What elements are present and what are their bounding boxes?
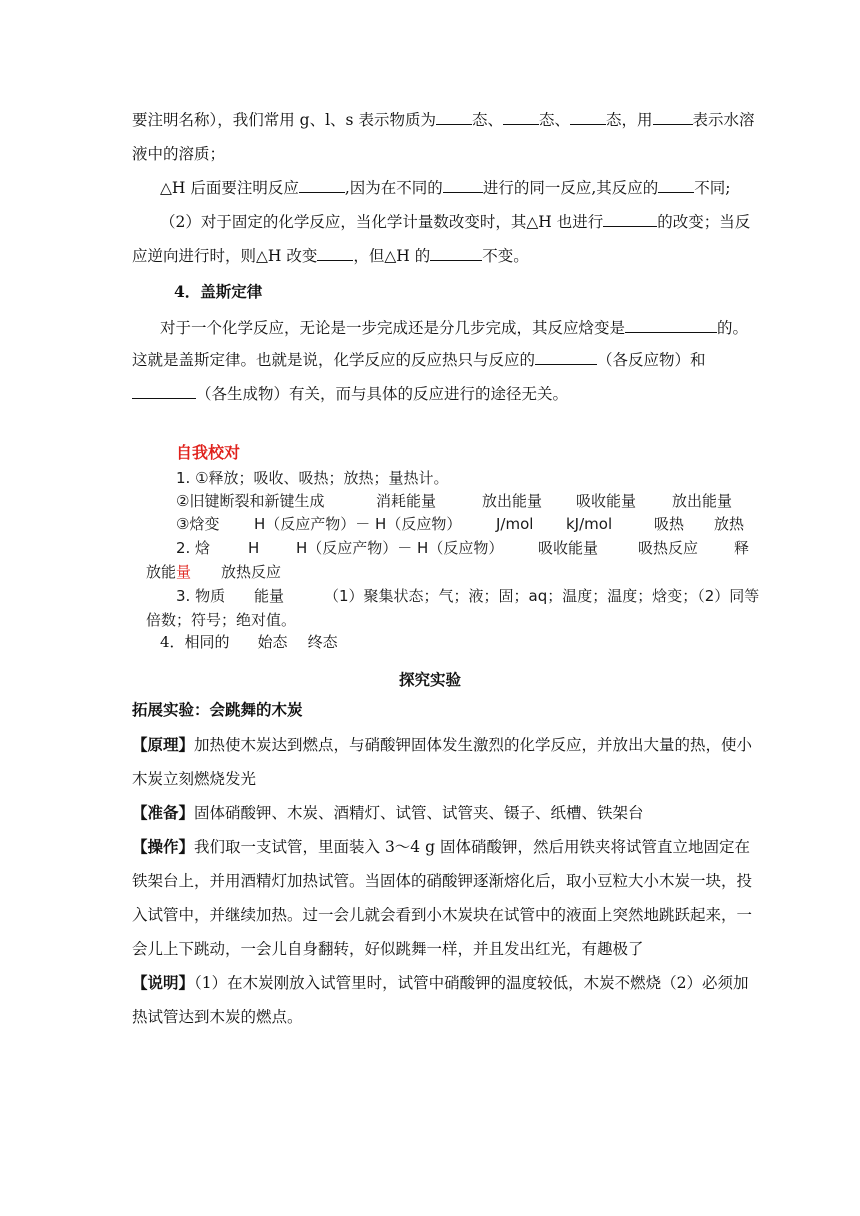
answer-item: 始态	[257, 633, 288, 651]
text-segment: 我们取一支试管，里面装入 3～4 g 固体硝酸钾，然后用铁夹将试管直立地固定在	[194, 838, 750, 856]
fill-blank	[503, 110, 539, 125]
answer-item: H（反应产物）－ H（反应物）	[254, 515, 462, 533]
text-segment: ,因为在不同的	[344, 179, 443, 197]
text-segment: 加热使木炭达到燃点，与硝酸钾固体发生激烈的化学反应，并放出大量的热，使小	[194, 736, 753, 754]
text-line: 木炭立刻燃烧发光	[132, 770, 257, 788]
answer-item: ③焓变	[176, 515, 220, 533]
section-heading: 4．盖斯定律	[174, 282, 263, 301]
answer-item: 放能	[146, 563, 177, 581]
text-segment: 要注明名称），我们常用 g、l、s 表示物质为	[132, 111, 436, 129]
section-tag: 【说明】	[132, 973, 195, 992]
text-line: 热试管达到木炭的燃点。	[132, 1008, 303, 1026]
text-line: 入试管中，并继续加热。过一会儿就会看到小木炭块在试管中的液面上突然地跳跃起来，一	[132, 906, 753, 924]
text-line: 会儿上下跳动，一会儿自身翻转，好似跳舞一样，并且发出红光，有趣极了	[132, 940, 644, 958]
text-segment: 态、	[538, 111, 570, 129]
answer-item: 释	[734, 539, 750, 557]
answer-line: 1. ①释放；吸收、吸热；放热；量热计。	[176, 469, 449, 487]
answer-line	[176, 490, 732, 511]
text-segment: 这就是盖斯定律。也就是说，化学反应的反应热只与反应的	[132, 351, 536, 369]
answer-item: kJ/mol	[566, 515, 613, 533]
text-line	[132, 110, 755, 130]
answer-item: J/mol	[496, 515, 534, 533]
answer-item: 消耗能量	[376, 492, 437, 510]
text-segment: 表示水溶	[692, 111, 755, 129]
answer-item: 放热	[714, 515, 745, 533]
experiment-subtitle: 拓展实验：会跳舞的木炭	[132, 700, 303, 719]
text-segment: （各反应物）和	[597, 351, 706, 369]
text-line	[132, 384, 568, 404]
text-segment: 态，用	[605, 111, 653, 129]
text-segment: 液中的溶质；	[132, 145, 226, 163]
text-segment: 不变。	[482, 247, 529, 265]
fill-blank	[658, 178, 694, 193]
answer-item: 终态	[307, 633, 338, 651]
text-segment: 态、	[471, 111, 503, 129]
answer-item: 放热反应	[221, 563, 282, 581]
text-line	[132, 144, 225, 164]
text-segment: （各生成物）有关，而与具体的反应进行的途径无关。	[196, 385, 569, 403]
answers-title: 自我校对	[176, 443, 241, 462]
text-segment: ，但△H 的	[353, 247, 431, 265]
text-line	[132, 837, 750, 857]
answer-item: 放出能量	[672, 492, 733, 510]
text-segment: 的。	[717, 319, 749, 337]
answer-item: H	[248, 539, 260, 557]
answer-line	[146, 561, 281, 582]
text-segment: （2）对于固定的化学反应，当化学计量数改变时，其△H 也进行	[160, 213, 604, 231]
fill-blank	[299, 178, 345, 193]
answer-item: 量	[176, 563, 192, 581]
text-segment: 固体硝酸钾、木炭、酒精灯、试管、试管夹、镊子、纸槽、铁架台	[194, 804, 644, 822]
section-tag: 【准备】	[132, 803, 195, 822]
text-segment: 应逆向进行时，则△H 改变	[132, 247, 318, 265]
fill-blank	[443, 178, 483, 193]
fill-blank	[653, 110, 693, 125]
text-line: 铁架台上，并用酒精灯加热试管。当固体的硝酸钾逐渐熔化后，取小豆粒大小木炭一块，投	[132, 872, 753, 890]
fill-blank	[570, 110, 606, 125]
section-tag: 【操作】	[132, 837, 195, 856]
text-segment: △H 后面要注明反应	[160, 179, 299, 197]
answer-item: 放出能量	[482, 492, 543, 510]
fill-blank	[625, 318, 717, 333]
answer-line: 倍数；符号；绝对值。	[146, 611, 297, 629]
answer-item: 吸热	[654, 515, 685, 533]
text-segment: 对于一个化学反应，无论是一步完成还是分几步完成，其反应焓变是	[160, 319, 626, 337]
answer-item: H（反应产物）－ H（反应物）	[296, 539, 504, 557]
fill-blank	[132, 384, 196, 399]
answer-item: ②旧键断裂和新键生成	[176, 492, 325, 510]
text-line	[160, 318, 748, 338]
text-line	[160, 178, 730, 198]
answer-item: 3. 物质	[176, 587, 226, 605]
answer-item: 吸热反应	[638, 539, 699, 557]
fill-blank	[430, 246, 482, 261]
text-segment: （1）在木炭刚放入试管里时，试管中硝酸钾的温度较低，木炭不燃烧（2）必须加	[194, 974, 749, 992]
answer-item: 能量	[254, 587, 285, 605]
text-segment: 的改变；当反	[657, 213, 751, 231]
text-segment: 不同;	[694, 179, 731, 197]
text-line	[132, 803, 644, 823]
answer-item: 吸收能量	[538, 539, 599, 557]
experiment-heading: 探究实验	[398, 670, 461, 689]
text-line	[132, 246, 529, 266]
text-line	[132, 973, 749, 993]
section-tag: 【原理】	[132, 735, 195, 754]
answer-item: （1）聚集状态；气；液；固；aq；温度；温度；焓变；（2）同等	[324, 587, 760, 605]
answer-line	[160, 632, 338, 652]
text-line	[132, 735, 752, 755]
text-line	[132, 350, 706, 370]
answer-line	[176, 585, 759, 606]
fill-blank	[603, 212, 657, 227]
answer-item: 4．相同的	[160, 633, 230, 651]
fill-blank	[317, 246, 353, 261]
answer-item: 吸收能量	[576, 492, 637, 510]
answer-line	[176, 513, 744, 534]
fill-blank	[535, 350, 597, 365]
answer-item: 2. 焓	[176, 539, 211, 557]
text-segment: 进行的同一反应,其反应的	[482, 179, 659, 197]
fill-blank	[436, 110, 472, 125]
text-line	[160, 212, 750, 232]
answer-line	[176, 537, 749, 558]
